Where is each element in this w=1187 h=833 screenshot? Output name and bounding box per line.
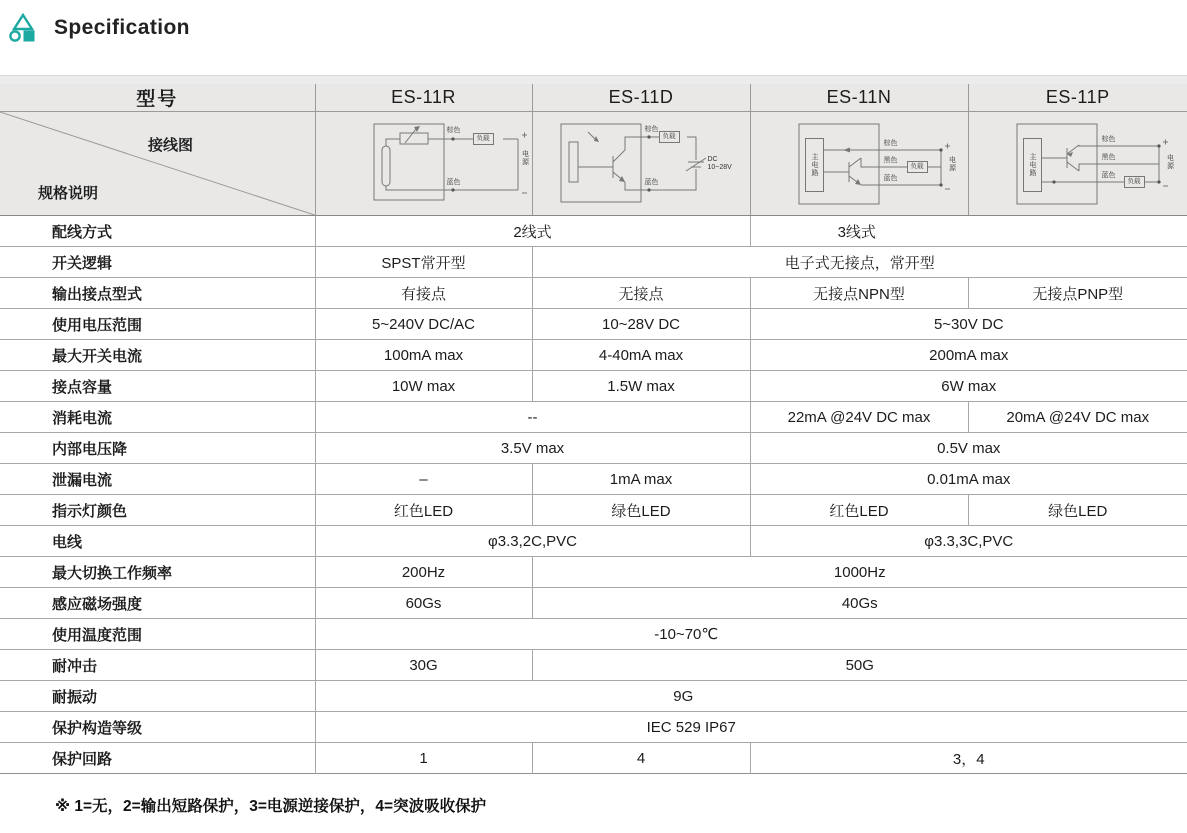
wire-label-blue: 蓝色 [446, 179, 461, 186]
spec-cell-value: 200Hz [401, 563, 446, 581]
spec-row-label: 最大切换工作频率 [0, 557, 315, 588]
spec-cell [532, 557, 1187, 588]
spec-cell [315, 247, 532, 278]
spec-cell [315, 588, 532, 619]
spec-cell [315, 371, 532, 402]
spec-row-label: 开关逻辑 [0, 247, 315, 278]
spec-cell-value: 3线式 [837, 223, 876, 241]
spec-row-label: 感应磁场强度 [0, 588, 315, 619]
page-title: Specification [54, 16, 190, 39]
spec-cell-value: 红色LED [829, 502, 889, 520]
spec-row [0, 464, 1187, 495]
load-box: 负载 [473, 133, 494, 145]
spec-row [0, 681, 1187, 712]
spec-cell [315, 216, 750, 247]
spec-row-label: 内部电压降 [0, 433, 315, 464]
spec-row-label: 配线方式 [0, 216, 315, 247]
spec-cell [315, 681, 1187, 712]
wire-label-black: 黑色 [883, 157, 898, 164]
circuit-diagram-es11r [316, 112, 532, 215]
power-label: 电源 [948, 156, 956, 172]
spec-row-label: 耐冲击 [0, 650, 315, 681]
spec-cell-value: 20mA @24V DC max [1006, 408, 1150, 426]
spec-row-label: 保护构造等级 [0, 712, 315, 743]
spec-cell [532, 371, 750, 402]
spec-row [0, 340, 1187, 371]
wire-label-black: 黑色 [1101, 154, 1116, 161]
spec-cell-value: SPST常开型 [381, 254, 466, 272]
spec-cell-value: 30G [409, 656, 438, 674]
spec-cell [750, 278, 968, 309]
spec-cell-value: 有接点 [400, 285, 446, 303]
spec-cell [315, 278, 532, 309]
spec-cell [315, 743, 532, 774]
spec-cell [315, 712, 1187, 743]
spec-cell [968, 495, 1187, 526]
spec-row [0, 526, 1187, 557]
spec-row-label: 保护回路 [0, 743, 315, 774]
dc-label: DC [707, 156, 718, 163]
spec-cell [750, 371, 1187, 402]
spec-row [0, 712, 1187, 743]
spec-cell [532, 588, 1187, 619]
spec-row-label: 接点容量 [0, 371, 315, 402]
spec-cell-value: 1000Hz [833, 563, 886, 581]
spec-cell [968, 278, 1187, 309]
spec-cell-value: -- [527, 408, 538, 426]
spec-row [0, 247, 1187, 278]
spec-cell-value: 1mA max [609, 470, 673, 488]
spec-cell [532, 650, 1187, 681]
wire-label-blue: 蓝色 [644, 179, 659, 186]
main-circuit-box: 主电路 [805, 138, 824, 192]
spec-cell-value: 6W max [941, 377, 997, 395]
spec-cell-value: 22mA @24V DC max [787, 408, 931, 426]
spec-cell-value: 100mA max [383, 346, 464, 364]
wire-label-brown: 棕色 [446, 127, 461, 134]
spec-row-label: 消耗电流 [0, 402, 315, 433]
spec-cell [315, 402, 750, 433]
spec-cell [750, 743, 1187, 774]
spec-cell [532, 278, 750, 309]
column-header-es11d: ES-11D [532, 84, 750, 112]
corner-diagonal-cell [0, 112, 315, 216]
protection-circuit-footnote: ※ 1=无，2=输出短路保护，3=电源逆接保护，4=突波吸收保护 [55, 798, 487, 815]
spec-row [0, 433, 1187, 464]
load-box: 负载 [907, 161, 928, 173]
spec-cell-value: 无接点PNP型 [1032, 285, 1124, 303]
spec-row-label: 泄漏电流 [0, 464, 315, 495]
circuit-diagram-es11p [969, 112, 1187, 215]
spec-cell [532, 309, 750, 340]
spec-row [0, 650, 1187, 681]
wire-label-brown: 棕色 [883, 140, 898, 147]
spec-cell-value: 3，4 [952, 750, 985, 768]
column-header-es11p: ES-11P [968, 84, 1187, 112]
spec-cell-value: 3.5V max [500, 439, 565, 457]
spec-cell [750, 402, 968, 433]
spec-row [0, 309, 1187, 340]
spec-cell-value: 4 [636, 749, 646, 767]
spec-cell [315, 309, 532, 340]
wiring-diagram-es11p [968, 112, 1187, 216]
table-top-band [0, 76, 1187, 85]
spec-cell [315, 650, 532, 681]
spec-row-label: 最大开关电流 [0, 340, 315, 371]
spec-cell-value: – [419, 470, 428, 488]
spec-row-label: 使用电压范围 [0, 309, 315, 340]
spec-cell-value: 50G [845, 656, 874, 674]
spec-cell-value: 红色LED [393, 502, 454, 520]
spec-cell [315, 619, 1187, 650]
spec-row [0, 495, 1187, 526]
spec-cell-value: 200mA max [929, 346, 1009, 364]
spec-cell [750, 464, 1187, 495]
spec-row [0, 371, 1187, 402]
dc-range-label: 10~28V [707, 164, 732, 171]
spec-row [0, 557, 1187, 588]
spec-cell [315, 340, 532, 371]
spec-cell-value: 无接点 [618, 285, 664, 303]
wiring-diagram-es11d [532, 112, 750, 216]
spec-cell [750, 340, 1187, 371]
spec-cell-value: 40Gs [841, 594, 878, 612]
spec-cell-value: 无接点NPN型 [813, 285, 905, 303]
spec-cell [315, 495, 532, 526]
spec-row [0, 743, 1187, 774]
spec-cell-value: 0.01mA max [927, 470, 1011, 488]
spec-row-label: 输出接点型式 [0, 278, 315, 309]
spec-row [0, 402, 1187, 433]
circuit-diagram-es11n [751, 112, 968, 215]
wire-label-brown: 棕色 [644, 126, 659, 133]
page-header [8, 12, 190, 44]
spec-cell [532, 247, 1187, 278]
spec-cell-value: 绿色LED [611, 502, 671, 520]
spec-cell [750, 216, 1187, 247]
spec-row [0, 619, 1187, 650]
wire-label-blue: 蓝色 [1101, 172, 1116, 179]
corner-label-wiring-diagram: 接线图 [148, 137, 194, 154]
spec-cell [532, 464, 750, 495]
spec-cell [532, 743, 750, 774]
spec-cell [315, 557, 532, 588]
spec-row [0, 588, 1187, 619]
spec-row [0, 278, 1187, 309]
spec-cell-value: IEC 529 IP67 [646, 718, 736, 736]
spec-cell-value: -10~70℃ [654, 626, 719, 643]
spec-cell-value: 4-40mA max [598, 346, 684, 364]
wiring-diagram-row [0, 112, 1187, 216]
spec-cell-value: 5~240V DC/AC [372, 315, 475, 333]
specification-table [0, 75, 1187, 774]
spec-cell [315, 433, 750, 464]
spec-cell [750, 495, 968, 526]
spec-cell [532, 495, 750, 526]
spec-cell-value: φ3.3,2C,PVC [488, 532, 577, 550]
column-header-es11r: ES-11R [315, 84, 532, 112]
spec-cell-value: 1 [419, 749, 428, 767]
spec-cell-value: 电子式无接点，常开型 [784, 254, 935, 272]
spec-cell-value: 绿色LED [1048, 502, 1108, 520]
spec-cell [968, 402, 1187, 433]
spec-cell-value: 5~30V DC [933, 315, 1004, 333]
spec-cell-value: φ3.3,3C,PVC [924, 532, 1014, 550]
power-label: 电源 [521, 150, 529, 166]
spec-cell [532, 340, 750, 371]
circuit-diagram-es11d [533, 112, 750, 215]
spec-row-label: 电线 [0, 526, 315, 557]
spec-row-label: 指示灯颜色 [0, 495, 315, 526]
spec-cell-value: 2线式 [513, 223, 552, 241]
wiring-diagram-es11r [315, 112, 532, 216]
spec-cell-value: 1.5W max [607, 377, 675, 395]
wire-label-blue: 蓝色 [883, 175, 898, 182]
spec-cell [750, 526, 1187, 557]
spec-cell-value: 10~28V DC [602, 315, 680, 333]
spec-cell [315, 526, 750, 557]
main-circuit-box: 主电路 [1023, 138, 1042, 192]
load-box: 负载 [1124, 176, 1145, 188]
spec-cell-value: 9G [673, 687, 694, 705]
power-label: 电源 [1166, 154, 1174, 170]
load-box: 负载 [659, 131, 680, 143]
spec-cell-value: 60Gs [405, 594, 442, 612]
spec-row-label: 耐振动 [0, 681, 315, 712]
spec-cell [750, 309, 1187, 340]
spec-row [0, 216, 1187, 247]
spec-cell [315, 464, 532, 495]
column-header-es11n: ES-11N [750, 84, 968, 112]
wiring-diagram-es11n [750, 112, 968, 216]
column-header-model: 型号 [0, 84, 315, 112]
spec-row-label: 使用温度范围 [0, 619, 315, 650]
corner-label-spec-description: 规格说明 [38, 185, 99, 202]
spec-cell [750, 433, 1187, 464]
spec-cell-value: 0.5V max [937, 439, 1001, 457]
model-header-row [0, 84, 1187, 112]
spec-cell-value: 10W max [391, 377, 456, 395]
brand-shapes-icon [8, 12, 40, 44]
wire-label-brown: 棕色 [1101, 136, 1116, 143]
